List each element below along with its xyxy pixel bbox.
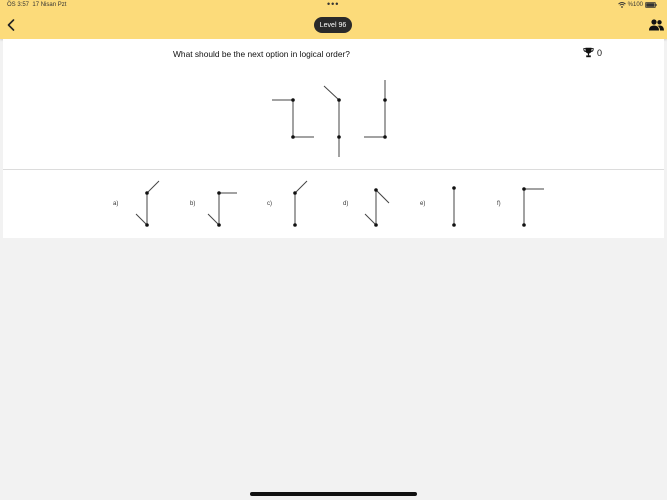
sequence-figure-1 [272,98,314,139]
option-a-label[interactable]: a) [113,201,119,207]
option-a[interactable] [128,174,168,232]
multitask-dots-icon[interactable]: ••• [327,0,340,9]
option-b[interactable] [203,174,243,232]
battery-percent: %100 [627,2,643,8]
battery-icon [645,2,657,8]
answer-options [3,169,664,238]
option-c-label[interactable]: c) [267,201,272,207]
sequence-figure-3 [364,80,387,139]
status-time [7,2,66,8]
option-e-label[interactable]: e) [420,201,426,207]
top-bar [0,0,667,39]
status-clock: ÖS 3:57 [7,2,30,8]
option-d-label[interactable]: d) [343,201,349,207]
sequence-figure-2 [324,86,341,157]
wifi-icon [618,2,626,8]
home-indicator[interactable] [250,492,417,496]
status-date: 17 Nisan Pzt [32,2,67,8]
score-value: 0 [597,47,603,58]
back-button[interactable] [3,16,19,34]
puzzle-card [3,39,664,238]
option-e[interactable] [433,174,473,232]
players-button[interactable] [648,18,664,32]
sequence-figures [3,39,664,169]
option-f[interactable] [508,174,553,232]
option-c[interactable] [278,174,318,232]
people-icon [649,19,664,31]
option-b-label[interactable]: b) [190,201,196,207]
option-d[interactable] [355,174,395,232]
level-badge: Level 96 [314,17,352,33]
status-indicators [618,2,657,8]
chevron-left-icon [7,19,15,31]
option-f-label[interactable]: f) [497,201,501,207]
question-text: What should be the next option in logical order? [173,49,350,59]
